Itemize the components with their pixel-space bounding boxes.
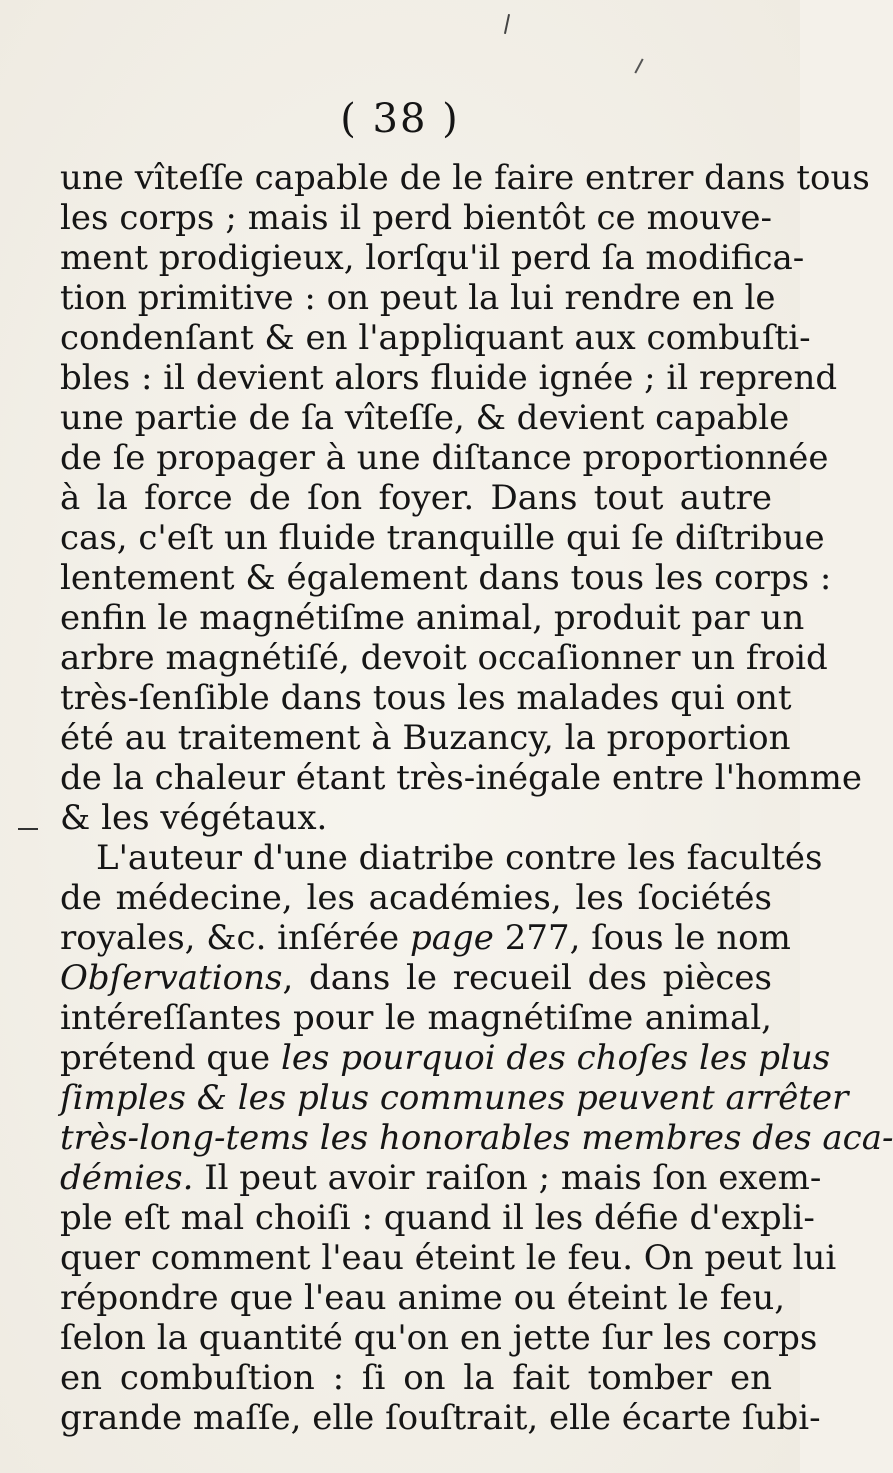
text-line	[60, 438, 829, 478]
text-segment: prétend que	[60, 1038, 281, 1078]
text-segment: arbre magnétiſé, devoit occaſionner un froid	[60, 638, 828, 678]
text-segment: tion primitive : on peut la lui rendre en le	[60, 278, 776, 318]
text-line	[60, 358, 838, 398]
text-line	[60, 1038, 831, 1078]
text-line	[60, 1238, 837, 1278]
page-number: ( 38 )	[340, 96, 460, 142]
text-segment: à la force de ſon foyer. Dans tout autre	[60, 478, 772, 518]
text-segment: royales, &c. inſérée	[60, 918, 410, 958]
text-segment: quer comment l'eau éteint le feu. On peut lui	[60, 1238, 837, 1278]
text-segment: en combuſtion : ſi on la fait tomber en	[60, 1358, 772, 1398]
text-segment: ſelon la quantité qu'on en jette ſur les corps	[60, 1318, 818, 1358]
text-line	[60, 798, 772, 838]
text-line	[60, 718, 791, 758]
text-line	[60, 278, 776, 318]
text-segment: lentement & également dans tous les corps :	[60, 558, 832, 598]
text-line	[60, 1358, 772, 1398]
text-segment: ment prodigieux, lorſqu'il perd ſa modifica-	[60, 238, 805, 278]
text-line	[60, 1278, 786, 1318]
text-line	[60, 398, 790, 438]
text-segment: été au traitement à Buzancy, la proportion	[60, 718, 791, 758]
text-segment: de la chaleur étant très-inégale entre l'homme	[60, 758, 862, 798]
text-line	[60, 478, 772, 518]
text-segment: & les végétaux.	[60, 798, 328, 838]
text-line	[60, 638, 828, 678]
body-text	[60, 158, 893, 1438]
text-line	[60, 878, 772, 918]
text-segment: ple eſt mal choiſi : quand il les défie d'expli-	[60, 1198, 815, 1238]
text-segment: répondre que l'eau anime ou éteint le feu,	[60, 1278, 786, 1318]
italic-text: démies.	[60, 1158, 194, 1198]
text-line	[60, 1198, 815, 1238]
text-line	[60, 238, 805, 278]
text-segment: les corps ; mais il perd bientôt ce mouve-	[60, 198, 772, 238]
text-line	[60, 678, 792, 718]
text-line	[60, 518, 825, 558]
margin-mark	[18, 828, 38, 830]
ink-mark	[634, 58, 643, 73]
text-segment: Il peut avoir raiſon ; mais ſon exem-	[193, 1158, 822, 1198]
italic-text: très-long-tems les honorables membres des aca-	[60, 1118, 893, 1158]
text-segment: une partie de ſa vîteſſe, & devient capable	[60, 398, 790, 438]
italic-text: les pourquoi des choſes les plus	[280, 1038, 831, 1078]
text-segment: condenſant & en l'appliquant aux combuſti-	[60, 318, 811, 358]
text-line	[60, 1158, 822, 1198]
text-line	[60, 598, 805, 638]
text-line	[60, 1398, 821, 1438]
text-line	[60, 558, 832, 598]
text-line	[60, 318, 811, 358]
text-segment: une vîteſſe capable de le faire entrer dans tous	[60, 158, 870, 198]
text-segment: grande maſſe, elle ſouſtrait, elle écarte ſubi-	[60, 1398, 821, 1438]
italic-text: ſimples & les plus communes peuvent arrêter	[60, 1078, 849, 1118]
text-segment: 277, ſous le nom	[493, 918, 791, 958]
italic-text: page	[409, 918, 494, 958]
text-line	[60, 958, 772, 998]
italic-text: Obſervations	[60, 958, 283, 998]
text-line	[60, 918, 791, 958]
text-line	[60, 158, 870, 198]
text-line	[60, 1078, 849, 1118]
text-segment: de ſe propager à une diſtance proportionnée	[60, 438, 829, 478]
text-line	[60, 1318, 818, 1358]
text-segment: très-ſenſible dans tous les malades qui ont	[60, 678, 792, 718]
text-segment: enfin le magnétiſme animal, produit par un	[60, 598, 805, 638]
text-segment: intéreſſantes pour le magnétiſme animal,	[60, 998, 772, 1038]
text-line	[60, 1118, 893, 1158]
text-line	[60, 998, 772, 1038]
text-segment: bles : il devient alors fluide ignée ; il reprend	[60, 358, 838, 398]
text-segment: de médecine, les académies, les ſociétés	[60, 878, 772, 918]
text-line	[60, 838, 823, 878]
text-segment: cas, c'eſt un fluide tranquille qui ſe diſtribue	[60, 518, 825, 558]
text-line	[60, 758, 862, 798]
text-segment: , dans le recueil des pièces	[282, 958, 772, 998]
text-segment: L'auteur d'une diatribe contre les facultés	[96, 838, 823, 878]
ink-mark	[504, 14, 510, 34]
text-line	[60, 198, 772, 238]
